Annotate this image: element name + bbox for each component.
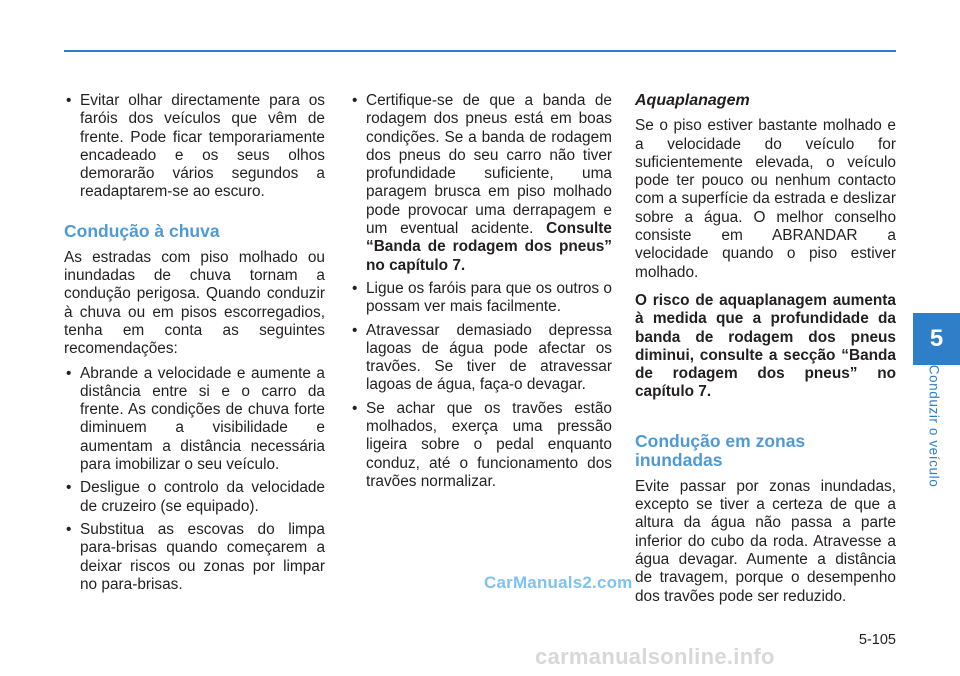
column-3 — [635, 92, 896, 612]
aquaplaning-warning: O risco de aquaplanagem aumenta à medida que a profundidade da banda de rodagem dos pneus diminui, consulte a secção “Banda de rodagem dos pneus” no capítulo 7. — [635, 291, 896, 401]
list-item: • Ligue os faróis para que os outros o possam ver mais facilmente. — [350, 280, 612, 317]
chapter-side-label-text: Conduzir o veículo — [926, 364, 942, 488]
bullet-list-tires — [350, 92, 612, 491]
bullet-list-rain — [64, 365, 325, 595]
section-heading-flooded: Condução em zonas inundadas — [635, 430, 806, 470]
chapter-tab: 5 — [913, 313, 960, 365]
list-item: • Substitua as escovas do limpa para-brisas quando começarem a deixar riscos ou zonas por limpar no para-brisas. — [64, 521, 325, 594]
list-item: • Abrande a velocidade e aumente a distância entre si e o carro da frente. As condições de chuva forte diminuem a visibilidade e aumentam a distância necessária para imobilizar o seu veículo. — [64, 365, 325, 475]
watermark-carmanualsonline: carmanualsonline.info — [535, 644, 775, 669]
list-item — [350, 92, 612, 275]
list-item: • Evitar olhar directamente para os faróis dos veículos que vêm de frente. Pode ficar temporariamente encadeado e os seus olhos demorarão vários segundos a readaptarem-se ao escuro. — [64, 92, 325, 202]
column-2 — [350, 92, 612, 496]
list-item: • Desligue o controlo da velocidade de cruzeiro (se equipado). — [64, 479, 325, 516]
aquaplaning-paragraph: Se o piso estiver bastante molhado e a velocidade do veículo for suficientemente elevada, o veículo pode ter pouco ou nenhum contacto com a superfície da estrada e deslizar sobre a água. O melhor conselho consiste em ABRANDAR a velocidade quando o piso estiver molhado. — [635, 117, 896, 281]
list-item: • Atravessar demasiado depressa lagoas de água pode afectar os travões. Se tiver de atravessar lagoas de água, faça-o devagar. — [350, 322, 612, 395]
subheading-aquaplaning: Aquaplanagem — [635, 92, 750, 109]
column-1 — [64, 92, 325, 599]
tire-tread-reference: Consulte “Banda de rodagem dos pneus” no capítulo 7. — [366, 220, 612, 274]
section-heading-rain: Condução à chuva — [64, 220, 220, 241]
page-number: 5-105 — [858, 632, 896, 648]
flooded-paragraph: Evite passar por zonas inundadas, excepto se tiver a certeza de que a altura da água não passa a parte inferior do cubo da roda. Atravesse a água devagar. Aumente a distância de travagem, porque o desempenho dos travões pode ser reduzido. — [635, 477, 896, 605]
list-item: • Se achar que os travões estão molhados, exerça uma pressão ligeira sobre o pedal enquanto conduz, até o funcionamento dos travões normalizar. — [350, 400, 612, 491]
watermark-carmanuals2: CarManuals2.com — [484, 573, 633, 592]
rain-intro: As estradas com piso molhado ou inundadas de chuva tornam a condução perigosa. Quando conduzir à chuva ou em pisos escorregadios, tenha em conta as seguintes recomendações: — [64, 248, 325, 358]
bullet-list-headlights — [64, 92, 325, 202]
tire-tread-text: Certifique-se de que a banda de rodagem dos pneus está em boas condições. Se a banda de rodagem dos pneus do seu carro não tiver profundidade suficiente, uma paragem brusca em piso molhado pode provocar uma derrapagem e um eventual acidente. — [366, 92, 612, 238]
top-rule — [64, 50, 896, 52]
